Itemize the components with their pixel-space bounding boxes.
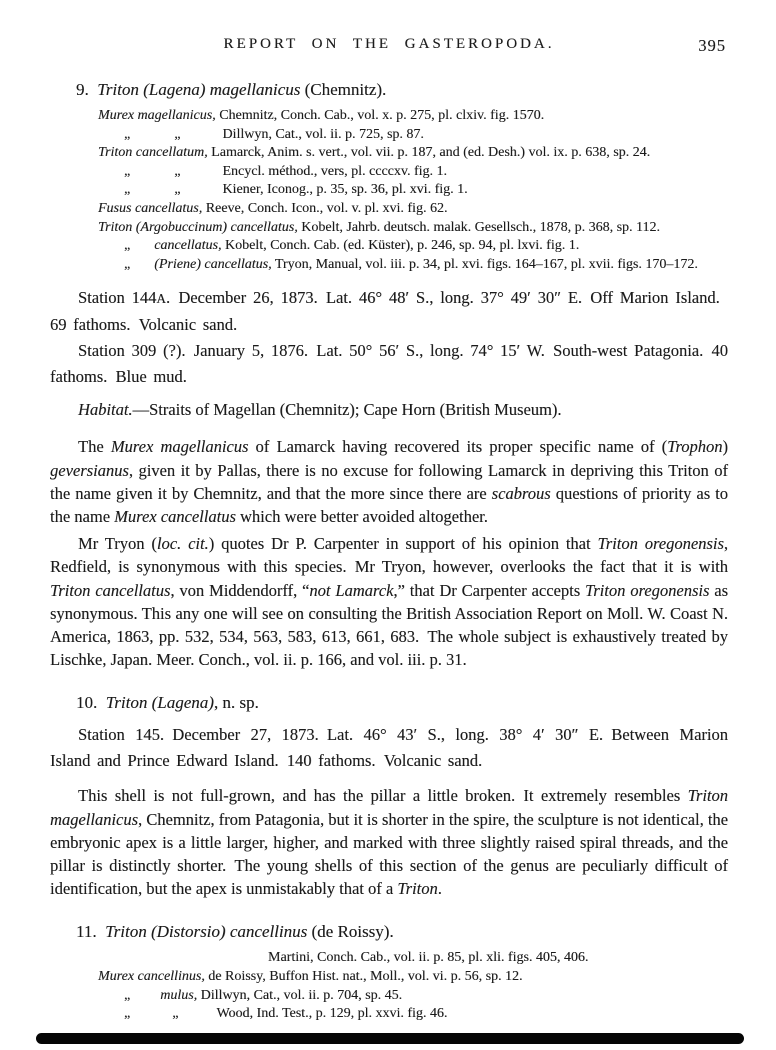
text-segment: This shell is not full-grown, and has the pillar a little broken. It extremely resembles (78, 786, 688, 806)
page-number: 395 (698, 36, 726, 55)
italic-text-segment: Triton magellanicus (50, 786, 728, 829)
italic-text-segment: Triton oregonensis (597, 534, 724, 554)
text-segment: , n. sp. (213, 693, 259, 713)
italic-text-segment: Murex cancellatus (114, 506, 236, 526)
synonymy-line (98, 219, 728, 238)
italic-text-segment: Habitat. (78, 400, 133, 420)
text-segment: Station 144 (78, 288, 157, 308)
synonymy-line (98, 968, 728, 987)
italic-text-segment: not Lamarck (309, 580, 394, 600)
species-10-heading (76, 693, 728, 713)
text-segment: Encycl. méthod., vers, pl. ccccxv. fig. 1. (222, 163, 448, 179)
text-segment: Station 145. December 27, 1873. Lat. 46° 43′ S., long. 38° 4′ 30″ E. Between Marion Island and Prince Edward Island. 140 fathoms. Volcanic sand. (50, 725, 728, 771)
text-segment: 9. (76, 80, 98, 99)
station-144a-paragraph (50, 285, 728, 338)
text-segment: „ (124, 238, 131, 254)
text-segment: 11. (76, 922, 106, 942)
italic-text-segment: Murex magellanicus, (98, 108, 216, 123)
synonymy-line (98, 126, 728, 145)
synonymy-line (98, 163, 728, 182)
italic-text-segment: Trophon (667, 437, 723, 457)
scan-artifact-bar (36, 1033, 744, 1044)
text-segment: Chemnitz, Conch. Cab., vol. x. p. 275, pl. clxiv. fig. 1570. (215, 108, 545, 123)
synonymy-line (98, 181, 728, 200)
text-segment: Kobelt, Conch. Cab. (ed. Küster), p. 246, sp. 94, pl. lxvi. fig. 1. (221, 238, 580, 254)
text-segment: Reeve, Conch. Icon., vol. v. pl. xvi. fig. 62. (202, 200, 448, 216)
page-header (50, 36, 728, 58)
page-content (50, 80, 728, 1024)
text-segment: „ (124, 163, 131, 179)
station-309-paragraph (50, 338, 728, 390)
synonymy-line (98, 1005, 728, 1024)
text-segment: —Straits of Magellan (Chemnitz); Cape Horn (British Museum). (132, 400, 562, 420)
text-segment: Martini, Conch. Cab., vol. ii. p. 85, pl. xli. figs. 405, 406. (268, 950, 589, 966)
text-segment: which were better avoided altogether. (235, 506, 488, 526)
text-segment: „ (174, 182, 181, 198)
habitat-paragraph (50, 398, 728, 422)
text-segment: A (156, 291, 166, 307)
synonymy-line (98, 144, 728, 163)
text-segment: 10. (76, 693, 106, 713)
text-segment: Wood, Ind. Test., p. 129, pl. xxvi. fig. 46. (216, 1006, 448, 1022)
text-segment: The (78, 437, 111, 457)
text-segment: Tryon, Manual, vol. iii. p. 34, pl. xvi. figs. 164–167, pl. xvii. figs. 170–172. (271, 256, 698, 272)
text-segment: Kiener, Iconog., p. 35, sp. 36, pl. xvi. fig. 1. (222, 182, 468, 198)
synonymy-line (98, 237, 728, 256)
text-segment: de Roissy, Buffon Hist. nat., Moll., vol. vi. p. 56, sp. 12. (204, 968, 523, 984)
italic-text-segment: scabrous (491, 483, 551, 503)
italic-text-segment: cancellatus, (154, 238, 222, 254)
italic-text-segment: Triton (Argobuccinum) cancellatus, (98, 219, 298, 235)
text-segment: , Redfield, is synonymous with this species. Mr Tryon, however, overlooks the fact that it is with (50, 534, 728, 577)
text-segment: „ (124, 987, 131, 1003)
synonymy-line (98, 987, 728, 1006)
text-segment: „ (124, 182, 131, 198)
species-11-heading (76, 922, 728, 942)
text-segment: Lamarck, Anim. s. vert., vol. vii. p. 187, and (ed. Desh.) vol. ix. p. 638, sp. 24. (207, 145, 651, 161)
station-145-paragraph (50, 722, 728, 774)
synonymy-line (98, 949, 728, 968)
text-segment: „ (124, 256, 131, 272)
italic-text-segment: Murex magellanicus (110, 437, 249, 457)
text-segment: Mr Tryon ( (78, 534, 157, 554)
text-segment: of Lamarck having recovered its proper specific name of ( (248, 437, 668, 457)
text-segment: questions of priority as to the name (50, 483, 729, 526)
text-segment: , von Middendorff, “ (170, 580, 310, 600)
italic-text-segment: Murex cancellinus, (98, 968, 205, 984)
text-segment: (Chemnitz). (300, 80, 387, 99)
italic-text-segment: Triton cancellatum, (98, 145, 208, 161)
species-11-synonymy (98, 949, 728, 1023)
description-paragraph (50, 784, 728, 900)
italic-text-segment: Triton oregonensis (585, 580, 710, 600)
italic-text-segment: mulus, (160, 987, 198, 1003)
text-segment: „ (124, 126, 131, 142)
species-9-heading (76, 80, 728, 100)
text-segment: . (437, 879, 442, 899)
text-segment: „ (174, 163, 181, 179)
italic-text-segment: Triton (397, 879, 438, 899)
text-segment: . December 26, 1873. Lat. 46° 48′ S., long. 37° 49′ 30″ E. Off Marion Island. 69 fathoms. Volcanic sand. (50, 288, 728, 335)
text-segment: , Chemnitz, from Patagonia, but it is shorter in the spire, the sculpture is not identical, the embryonic apex is a little larger, higher, and marked with three slightly raised spiral threads, and the pillar is distinctly shorter. The young shells of this section of the genus are peculiarly difficult of identification, but the apex is unmistakably that of a (50, 809, 728, 899)
italic-text-segment: (Priene) cancellatus, (154, 256, 272, 272)
italic-text-segment: Triton (Lagena) magellanicus (97, 80, 301, 99)
italic-text-segment: Triton (Distorsio) cancellinus (105, 922, 308, 942)
discussion-paragraph-1 (50, 435, 728, 528)
synonymy-line (98, 256, 728, 275)
synonymy-line (98, 107, 728, 126)
text-segment: ) quotes Dr P. Carpenter in support of his opinion that (208, 534, 598, 554)
text-segment: Dillwyn, Cat., vol. ii. p. 725, sp. 87. (222, 126, 424, 142)
species-9-synonymy (98, 107, 728, 274)
italic-text-segment: loc. cit. (156, 534, 209, 554)
synonymy-line (98, 200, 728, 219)
italic-text-segment: Fusus cancellatus, (98, 200, 203, 216)
text-segment: ,” that Dr Carpenter accepts (393, 580, 585, 600)
text-segment: „ (124, 1006, 131, 1022)
text-segment: „ (174, 126, 181, 142)
text-segment: Dillwyn, Cat., vol. ii. p. 704, sp. 45. (197, 987, 403, 1003)
text-segment: (de Roissy). (307, 922, 394, 942)
italic-text-segment: Triton cancellatus (50, 580, 171, 600)
text-segment: Station 309 (?). January 5, 1876. Lat. 50° 56′ S., long. 74° 15′ W. South-west Patagonia. 40 fathoms. Blue mud. (50, 341, 728, 387)
italic-text-segment: geversianus (50, 460, 129, 480)
text-segment: ) (722, 437, 728, 457)
discussion-paragraph-2 (50, 532, 728, 671)
running-title: REPORT ON THE GASTEROPODA. (223, 36, 555, 52)
text-segment: „ (172, 1006, 179, 1022)
text-segment: Kobelt, Jahrb. deutsch. malak. Gesellsch., 1878, p. 368, sp. 112. (297, 219, 660, 235)
italic-text-segment: Triton (Lagena) (105, 693, 214, 713)
text-segment: , given it by Pallas, there is no excuse for following Lamarck in depriving this Triton of the name given it by Chemnitz, and that the more since there are (50, 460, 728, 503)
text-segment: as synonymous. This any one will see on consulting the British Association Report on Moll. W. Coast N. America, 1863, pp. 532, 534, 563, 583, 613, 661, 683. The whole subject is exhaustively treated by Lischke, Japan. Meer. Conch., vol. ii. p. 166, and vol. iii. p. 31. (50, 580, 728, 670)
